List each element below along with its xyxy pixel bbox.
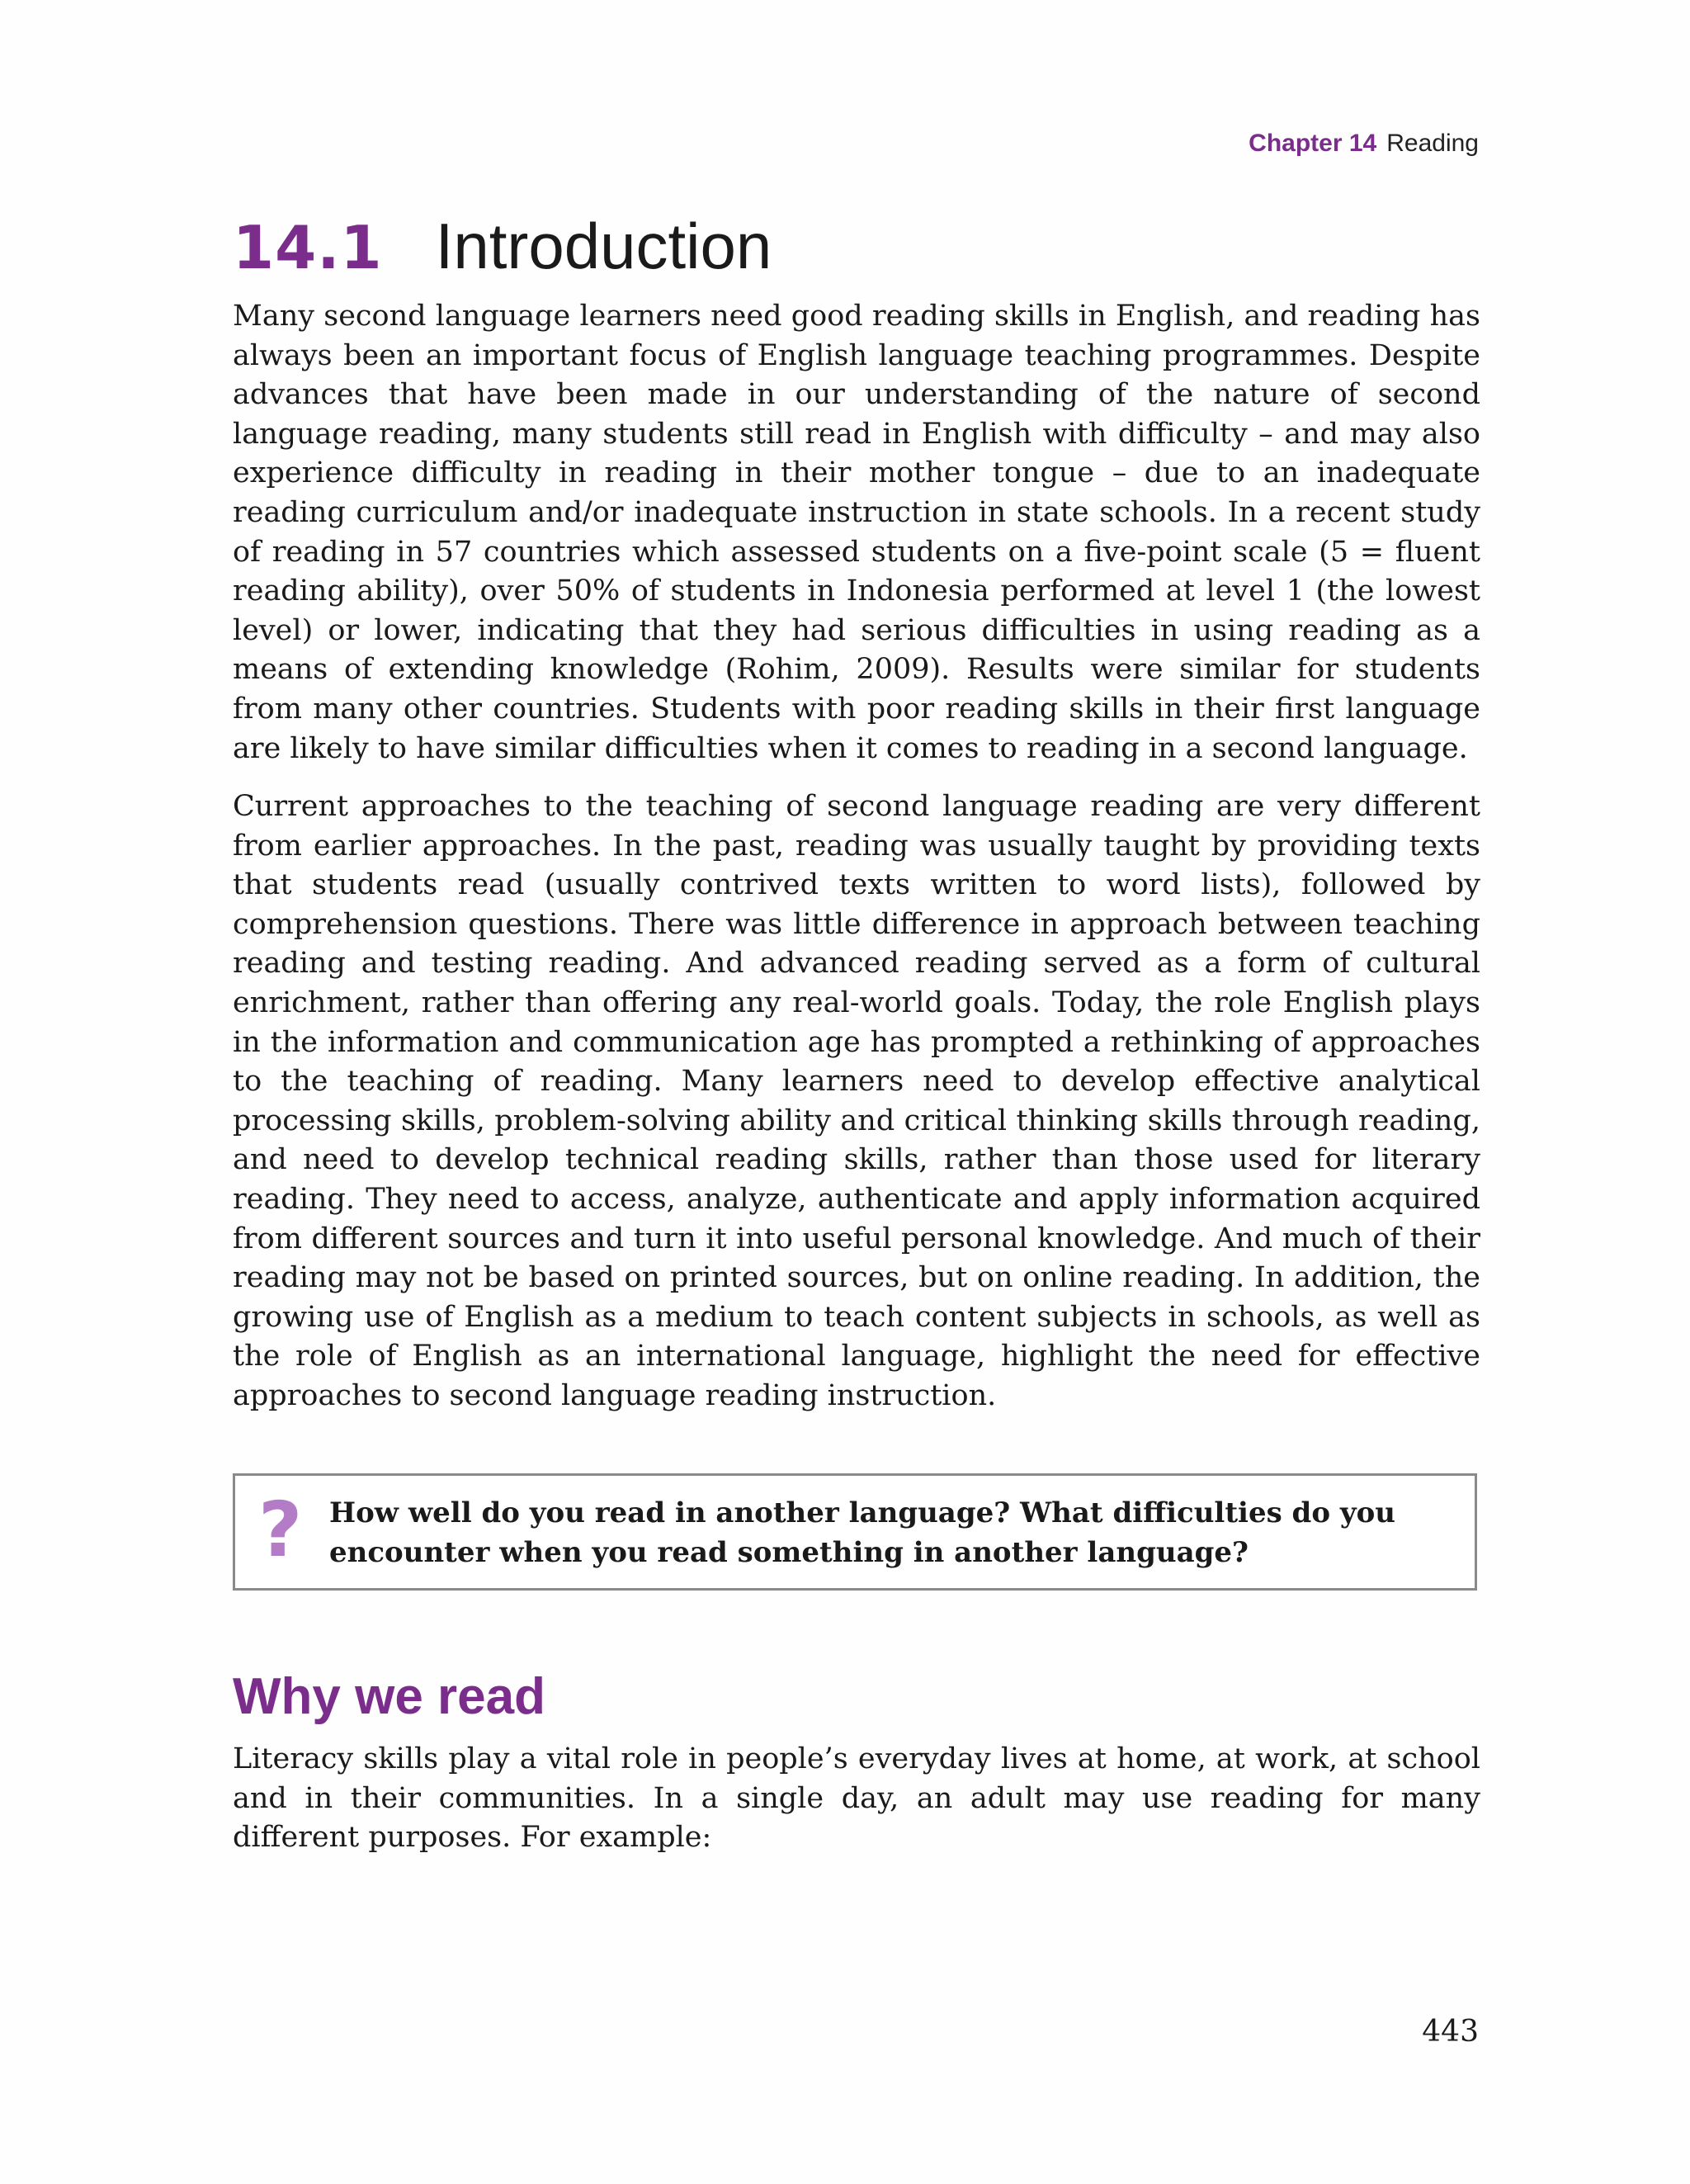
running-head-chapter: Chapter 14: [1249, 130, 1377, 157]
page-number: 443: [1422, 2015, 1479, 2049]
section-title: Introduction: [435, 210, 772, 282]
body-paragraph-1: Many second language learners need good reading skills in English, and reading has always been an important focus of English language teaching programmes. Despite advances that have been made in our understanding of the nature of second language reading, many students still read in English with difficulty – and may also experience difficulty in reading in their mother tongue – due to an inadequate reading curriculum and/or inadequate instruction in state schools. In a recent study of reading in 57 countries which assessed students on a five-point scale (5 = fluent reading ability), over 50% of students in Indonesia performed at level 1 (the lowest level) or lower, indicating that they had serious difficulties in using reading as a means of extending knowledge (Rohim, 2009). Results were similar for students from many other countries. Students with poor reading skills in their first language are likely to have similar difficulties when it comes to reading in a second language.: [233, 300, 1480, 765]
running-head: [1249, 127, 1479, 160]
section-number: 14.1: [233, 213, 383, 282]
subsection-heading: Why we read: [233, 1668, 545, 1725]
question-mark-icon: ?: [258, 1486, 303, 1574]
subsection-paragraph: Literacy skills play a vital role in people’s everyday lives at home, at work, at school and in their communities. In a single day, an adult may use reading for many different purposes. For example:: [233, 1742, 1480, 1855]
section-heading: [233, 208, 772, 284]
reflection-question-text: How well do you read in another language? What difficulties do you encounter when you read something in another language?: [329, 1496, 1395, 1569]
reflection-question-box: [233, 1473, 1477, 1591]
body-paragraph-2: Current approaches to the teaching of second language reading are very different from earlier approaches. In the past, reading was usually taught by providing texts that students read (usually contrived texts written to word lists), followed by comprehension questions. There was little difference in approach between teaching reading and testing reading. And advanced reading served as a form of cultural enrichment, rather than offering any real-world goals. Today, the role English plays in the information and communication age has prompted a rethinking of approaches to the teaching of reading. Many learners need to develop effective analytical processing skills, problem-solving ability and critical thinking skills through reading, and need to develop technical reading skills, rather than those used for literary reading. They need to access, analyze, authenticate and apply information acquired from different sources and turn it into useful personal knowledge. And much of their reading may not be based on printed sources, but on online reading. In addition, the growing use of English as a medium to teach content subjects in schools, as well as the role of English as an international language, highlight the need for effective approaches to second language reading instruction.: [233, 790, 1480, 1412]
running-head-title: Reading: [1386, 130, 1479, 157]
